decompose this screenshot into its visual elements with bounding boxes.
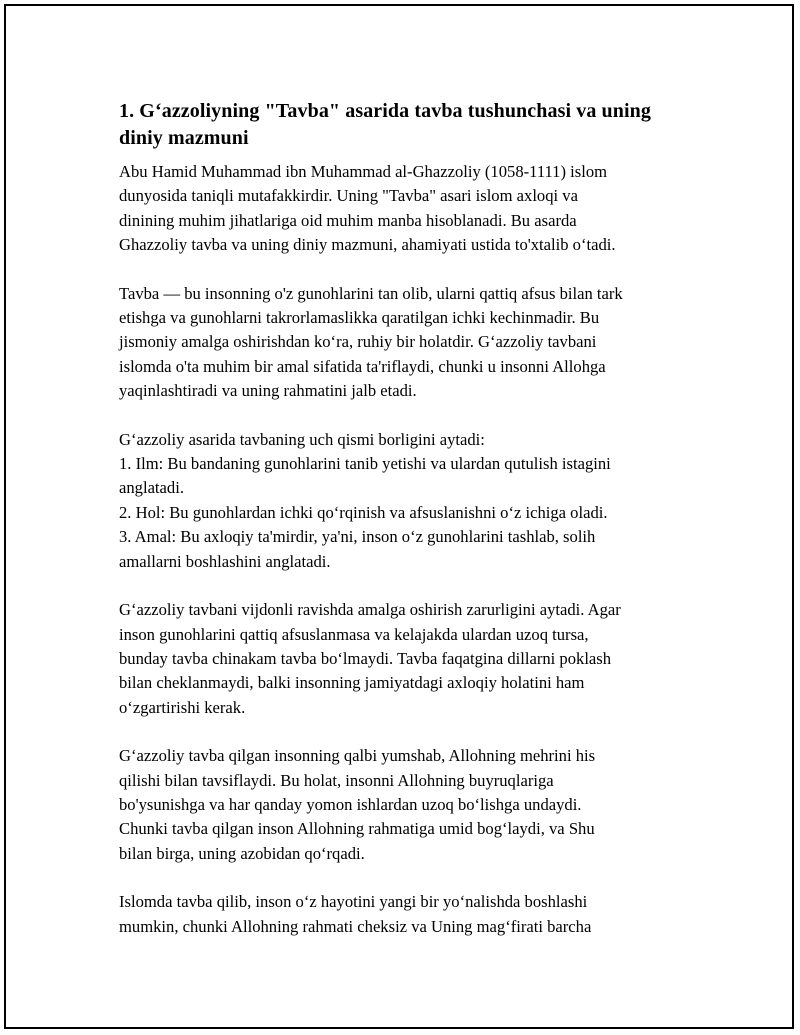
text-line: bilan birga, uning azobidan qo‘rqadi. xyxy=(119,843,365,863)
text-line: mumkin, chunki Allohning rahmati cheksiz va Uning mag‘firati barcha xyxy=(119,916,592,936)
document-content xyxy=(119,98,689,963)
text-line: yaqinlashtiradi va uning rahmatini jalb etadi. xyxy=(119,381,417,401)
text-line: G‘azzoliy asarida tavbaning uch qismi borligini aytadi: xyxy=(119,429,485,449)
list-item-hol: 2. Hol: Bu gunohlardan ichki qo‘rqinish va afsuslanishni o‘z ichiga oladi. xyxy=(119,502,608,522)
list-item-ilm: 1. Ilm: Bu bandaning gunohlarini tanib yetishi va ulardan qutulish istagini xyxy=(119,454,611,474)
paragraph-heart xyxy=(119,744,689,866)
text-line: dunyosida taniqli mutafakkirdir. Uning "Tavba" asari islom axloqi va xyxy=(119,186,578,206)
text-line: Islomda tavba qilib, inson o‘z hayotini yangi bir yo‘nalishda boshlashi xyxy=(119,892,588,912)
text-line: o‘zgartirishi kerak. xyxy=(119,697,246,717)
paragraph-three-parts xyxy=(119,428,689,574)
text-line: amallarni boshlashini anglatadi. xyxy=(119,551,331,571)
text-line: dinining muhim jihatlariga oid muhim manba hisoblanadi. Bu asarda xyxy=(119,210,577,230)
section-title xyxy=(119,98,689,152)
text-line: inson gunohlarini qattiq afsuslanmasa va kelajakda ulardan uzoq tursa, xyxy=(119,624,589,644)
text-line: jismoniy amalga oshirishdan ko‘ra, ruhiy bir holatdir. G‘azzoliy tavbani xyxy=(119,332,597,352)
text-line: anglatadi. xyxy=(119,478,184,498)
text-line: etishga va gunohlarni takrorlamaslikka qaratilgan ichki kechinmadir. Bu xyxy=(119,308,600,328)
text-line: G‘azzoliy tavbani vijdonli ravishda amalga oshirish zarurligini aytadi. Agar xyxy=(119,600,621,620)
title-line: diniy mazmuni xyxy=(119,127,249,149)
text-line: islomda o'ta muhim bir amal sifatida ta'riflaydi, chunki u insonni Allohga xyxy=(119,356,606,376)
text-line: Ghazzoliy tavba va uning diniy mazmuni, ahamiyati ustida to'xtalib o‘tadi. xyxy=(119,235,616,255)
document-page xyxy=(4,4,794,1029)
list-item-amal: 3. Amal: Bu axloqiy ta'mirdir, ya'ni, inson o‘z gunohlarini tashlab, solih xyxy=(119,527,596,547)
title-line: 1. G‘azzoliyning "Tavba" asarida tavba tushunchasi va uning xyxy=(119,100,651,122)
paragraph-new-direction xyxy=(119,890,689,939)
text-line: bilan cheklanmaydi, balki insonning jamiyatdagi axloqiy holatini ham xyxy=(119,673,585,693)
text-line: G‘azzoliy tavba qilgan insonning qalbi yumshab, Allohning mehrini his xyxy=(119,746,596,766)
text-line: Chunki tavba qilgan inson Allohning rahmatiga umid bog‘laydi, va Shu xyxy=(119,819,595,839)
paragraph-intro xyxy=(119,160,689,258)
paragraph-sincerity xyxy=(119,598,689,720)
text-line: Tavba — bu insonning o'z gunohlarini tan olib, ularni qattiq afsus bilan tark xyxy=(119,283,623,303)
text-line: qilishi bilan tavsiflaydi. Bu holat, insonni Allohning buyruqlariga xyxy=(119,770,554,790)
text-line: bo'ysunishga va har qanday yomon ishlardan uzoq bo‘lishga undaydi. xyxy=(119,794,582,814)
paragraph-definition xyxy=(119,282,689,404)
text-line: bunday tavba chinakam tavba bo‘lmaydi. Tavba faqatgina dillarni poklash xyxy=(119,648,612,668)
text-line: Abu Hamid Muhammad ibn Muhammad al-Ghazzoliy (1058-1111) islom xyxy=(119,162,608,181)
